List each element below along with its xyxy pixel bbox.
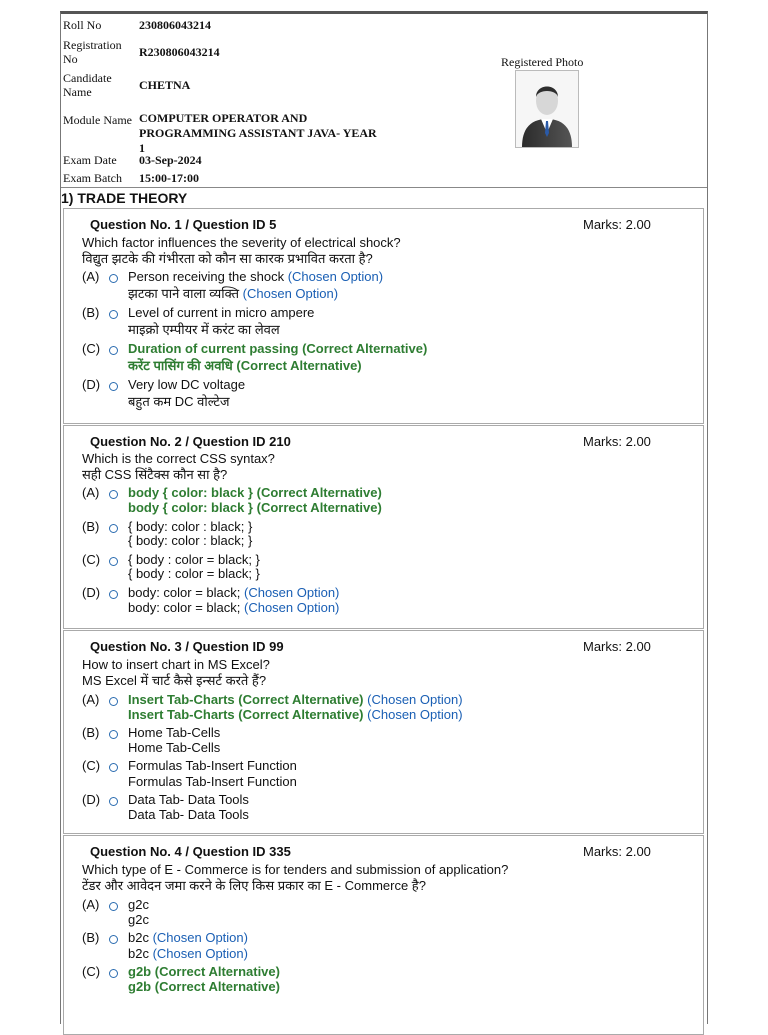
radio-button[interactable] [109,310,118,319]
roll-no-label: Roll No [63,18,102,32]
question-header: Question No. 2 / Question ID 210 [90,434,291,449]
option-text-en: { body : color = black; } [128,552,260,567]
correct-alternative-tag: (Correct Alternative) [238,692,364,707]
chosen-option-tag: (Chosen Option) [244,600,340,615]
candidate-photo [515,70,579,148]
candidate-name-value: CHETNA [139,78,191,92]
option-text-en: Person receiving the shock (Chosen Option) [128,269,384,284]
radio-button[interactable] [109,557,118,566]
question-header: Question No. 4 / Question ID 335 [90,844,291,859]
exam-batch-value: 15:00-17:00 [139,171,199,185]
option-text-en: g2b (Correct Alternative) [128,964,280,979]
option-text-en: Data Tab- Data Tools [128,792,249,807]
option-text-en: Formulas Tab-Insert Function [128,758,297,773]
correct-alternative-tag: (Correct Alternative) [302,341,428,356]
option-text-hi: g2c [128,912,149,927]
question-4 [63,835,704,1035]
option-text-en: Duration of current passing (Correct Alternative) [128,341,428,356]
chosen-option-tag: (Chosen Option) [152,946,248,961]
option-text-en: g2c [128,897,149,912]
option-text-hi: b2c (Chosen Option) [128,946,248,961]
radio-button[interactable] [109,797,118,806]
question-text-hi: विद्युत झटके की गंभीरता को कौन सा कारक प्रभावित करता है? [82,251,373,266]
option-key: (B) [82,519,100,534]
option-key: (A) [82,692,100,707]
registration-value: R230806043214 [139,45,220,59]
correct-alternative-tag: (Correct Alternative) [256,500,382,515]
chosen-option-tag: (Chosen Option) [367,692,463,707]
question-text-en: Which is the correct CSS syntax? [82,451,275,466]
option-text-en: Level of current in micro ampere [128,305,315,320]
option-key: (B) [82,930,100,945]
option-text-hi: Home Tab-Cells [128,740,221,755]
option-text-en: Very low DC voltage [128,377,246,392]
header-divider [61,187,707,188]
option-key: (C) [82,758,101,773]
photo-label: Registered Photo [501,55,584,69]
option-key: (A) [82,485,100,500]
radio-button[interactable] [109,902,118,911]
option-text-en: body { color: black } (Correct Alternative) [128,485,382,500]
radio-button[interactable] [109,490,118,499]
option-key: (D) [82,585,101,600]
option-text-en: { body: color : black; } [128,519,253,534]
module-value: COMPUTER OPERATOR AND PROGRAMMING ASSISTANT JAVA- YEAR 1 [139,111,377,155]
option-text-hi: body: color = black; (Chosen Option) [128,600,340,615]
option-key: (A) [82,269,100,284]
exam-date-label: Exam Date [63,153,117,167]
response-sheet [60,11,708,1024]
question-header: Question No. 1 / Question ID 5 [90,217,277,232]
question-marks: Marks: 2.00 [583,217,651,232]
option-text-en: b2c (Chosen Option) [128,930,248,945]
chosen-option-tag: (Chosen Option) [152,930,248,945]
option-text-hi: body { color: black } (Correct Alternative) [128,500,382,515]
candidate-info [61,14,707,188]
option-text-hi: Insert Tab-Charts (Correct Alternative) (Chosen Option) [128,707,463,722]
radio-button[interactable] [109,590,118,599]
question-1 [63,208,704,424]
candidate-name-label: Candidate Name [63,71,112,99]
question-3 [63,630,704,834]
chosen-option-tag: (Chosen Option) [287,269,384,284]
radio-button[interactable] [109,382,118,391]
question-text-en: Which factor influences the severity of electrical shock? [82,235,401,250]
registration-label: Registration No [63,38,122,66]
option-text-hi: माइक्रो एम्पीयर में करंट का लेवल [128,322,280,337]
option-key: (B) [82,725,100,740]
correct-alternative-tag: (Correct Alternative) [236,358,362,373]
radio-button[interactable] [109,763,118,772]
question-2 [63,425,704,629]
option-text-en: body: color = black; (Chosen Option) [128,585,340,600]
radio-button[interactable] [109,697,118,706]
correct-alternative-tag: (Correct Alternative) [154,979,280,994]
question-marks: Marks: 2.00 [583,639,651,654]
option-text-hi: करेंट पासिंग की अवधि (Correct Alternative) [128,358,362,373]
option-text-en: Insert Tab-Charts (Correct Alternative) (Chosen Option) [128,692,463,707]
option-key: (C) [82,552,101,567]
option-text-hi: { body: color : black; } [128,533,253,548]
option-text-hi: g2b (Correct Alternative) [128,979,280,994]
question-header: Question No. 3 / Question ID 99 [90,639,284,654]
question-text-hi: टेंडर और आवेदन जमा करने के लिए किस प्रकार का E - Commerce है? [82,878,426,893]
option-text-hi: { body : color = black; } [128,566,260,581]
question-text-en: Which type of E - Commerce is for tenders and submission of application? [82,862,509,877]
radio-button[interactable] [109,969,118,978]
chosen-option-tag: (Chosen Option) [367,707,463,722]
option-key: (A) [82,897,100,912]
roll-no-value: 230806043214 [139,18,211,32]
question-text-hi: MS Excel में चार्ट कैसे इन्सर्ट करते हैं? [82,673,267,688]
chosen-option-tag: (Chosen Option) [244,585,340,600]
section-title: 1) TRADE THEORY [61,190,188,206]
exam-batch-label: Exam Batch [63,171,122,185]
option-text-hi: Formulas Tab-Insert Function [128,774,297,789]
option-key: (C) [82,964,101,979]
question-marks: Marks: 2.00 [583,434,651,449]
chosen-option-tag: (Chosen Option) [242,286,339,301]
correct-alternative-tag: (Correct Alternative) [238,707,364,722]
option-text-en: Home Tab-Cells [128,725,221,740]
person-avatar-icon [516,71,578,147]
radio-button[interactable] [109,935,118,944]
correct-alternative-tag: (Correct Alternative) [256,485,382,500]
radio-button[interactable] [109,274,118,283]
module-label: Module Name [63,113,132,127]
option-text-hi: Data Tab- Data Tools [128,807,249,822]
exam-date-value: 03-Sep-2024 [139,153,202,167]
radio-button[interactable] [109,346,118,355]
correct-alternative-tag: (Correct Alternative) [154,964,280,979]
option-key: (D) [82,792,101,807]
option-key: (B) [82,305,100,320]
question-text-hi: सही CSS सिंटैक्स कौन सा है? [82,467,228,482]
option-text-hi: झटका पाने वाला व्यक्ति (Chosen Option) [128,286,339,301]
question-marks: Marks: 2.00 [583,844,651,859]
option-key: (C) [82,341,101,356]
radio-button[interactable] [109,524,118,533]
option-text-hi: बहुत कम DC वोल्टेज [128,394,230,409]
radio-button[interactable] [109,730,118,739]
option-key: (D) [82,377,101,392]
question-text-en: How to insert chart in MS Excel? [82,657,270,672]
